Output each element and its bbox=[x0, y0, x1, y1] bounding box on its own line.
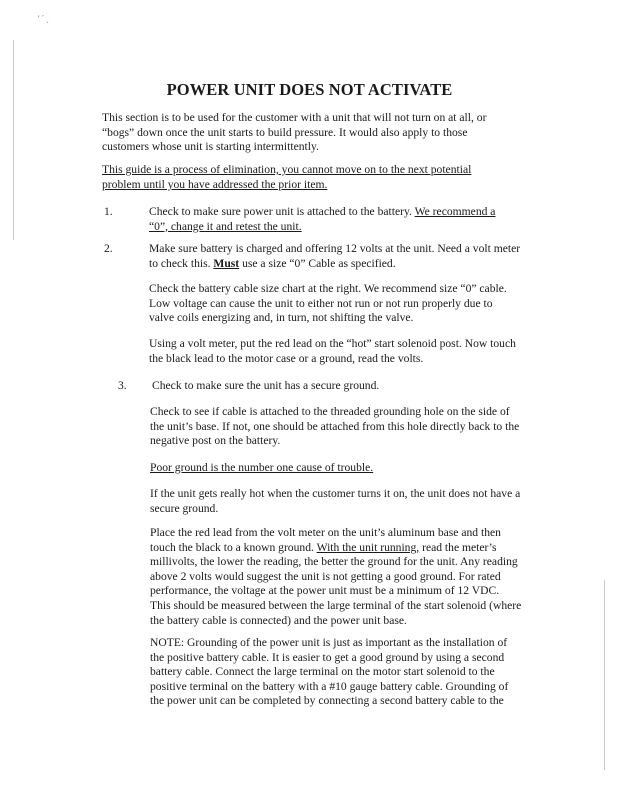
intro-paragraph bbox=[102, 111, 512, 155]
step-1-recommendation: We recommend a “0”, change it and retest the unit. bbox=[149, 205, 496, 233]
step-3-number: 3. bbox=[118, 379, 127, 392]
step-2-text-b: use a size “0” Cable as specified. bbox=[242, 256, 396, 270]
step-2-para3-text: Using a volt meter, put the red lead on the “hot” start solenoid post. Now touch the black lead to the motor case or a ground, read the volts. bbox=[149, 337, 516, 365]
step-3-para5-text-a: Place the red lead from the volt meter on the unit’s aluminum base and then touch the black to a known ground. bbox=[150, 526, 501, 554]
guide-note-text: This guide is a process of elimination, you cannot move on to the next potential problem until you have addressed the prior item. bbox=[102, 163, 472, 191]
step-3-note-text: NOTE: Grounding of the power unit is just as important as the installation of the positive battery cable. It is easier to get a good ground by using a second battery cable. Connect the large terminal on the motor start solenoid to the positive terminal on the battery with a #10 gauge battery cable. Grounding of the power unit can be completed by connecting a second battery cable to the bbox=[150, 636, 509, 708]
step-2-number: 2. bbox=[104, 242, 113, 255]
page-title: POWER UNIT DOES NOT ACTIVATE bbox=[166, 80, 453, 99]
step-3-paragraph bbox=[152, 379, 522, 394]
step-3-para5-text-b: read the meter’s millivolts, the lower the reading, the better the ground for the unit. Any reading above 2 volts would suggest the unit is not getting a good ground. For rated performance, the voltage at the power unit must be a minimum of 12 VDC. This should be measured between the large terminal of the start solenoid (where the battery cable is connected) and the power unit base. bbox=[150, 540, 522, 627]
step-2-must: Must bbox=[213, 256, 240, 270]
scan-edge-right bbox=[604, 580, 605, 770]
scan-specks: ' ˊ ˏ bbox=[38, 14, 49, 23]
intro-text: This section is to be used for the customer with a unit that will not turn on at all, or “bogs” down once the unit starts to build pressure. It would also apply to those customers whose unit is starting intermittently. bbox=[102, 111, 487, 154]
step-1-number: 1. bbox=[104, 205, 113, 218]
step-2-text-a: Make sure battery is charged and offering 12 volts at the unit. Need a volt meter to check this. bbox=[149, 242, 521, 270]
step-3-para4-text: If the unit gets really hot when the customer turns it on, the unit does not have a secure ground. bbox=[150, 487, 521, 515]
step-3-para2-text: Check to see if cable is attached to the threaded grounding hole on the side of the unit’s base. If not, one should be attached from this hole directly back to the negative post on the battery. bbox=[150, 405, 520, 448]
step-2-volt-meter-paragraph bbox=[149, 337, 521, 366]
scan-edge-left bbox=[13, 40, 14, 240]
step-1-paragraph bbox=[149, 205, 509, 234]
step-3-measure-paragraph bbox=[150, 526, 522, 628]
step-3-poor-ground bbox=[150, 461, 522, 476]
step-3-para3-text: Poor ground is the number one cause of trouble. bbox=[150, 461, 374, 474]
step-3-cable-paragraph bbox=[150, 405, 522, 449]
guide-note bbox=[102, 163, 512, 192]
step-3-para5-underlined: With the unit running, bbox=[316, 540, 420, 554]
step-2-cable-chart-paragraph bbox=[149, 282, 509, 326]
step-1-text: Check to make sure power unit is attached to the battery. bbox=[149, 205, 412, 218]
step-3-hot-unit-paragraph bbox=[150, 487, 522, 516]
step-3-note-paragraph bbox=[150, 636, 522, 709]
step-3-text: Check to make sure the unit has a secure ground. bbox=[152, 379, 380, 392]
step-2-para2-text: Check the battery cable size chart at the right. We recommend size “0” cable. Low voltage can cause the unit to either not run or not run properly due to valve coils energizing and, in turn, not shifting the valve. bbox=[149, 282, 507, 325]
step-2-paragraph bbox=[149, 242, 521, 271]
